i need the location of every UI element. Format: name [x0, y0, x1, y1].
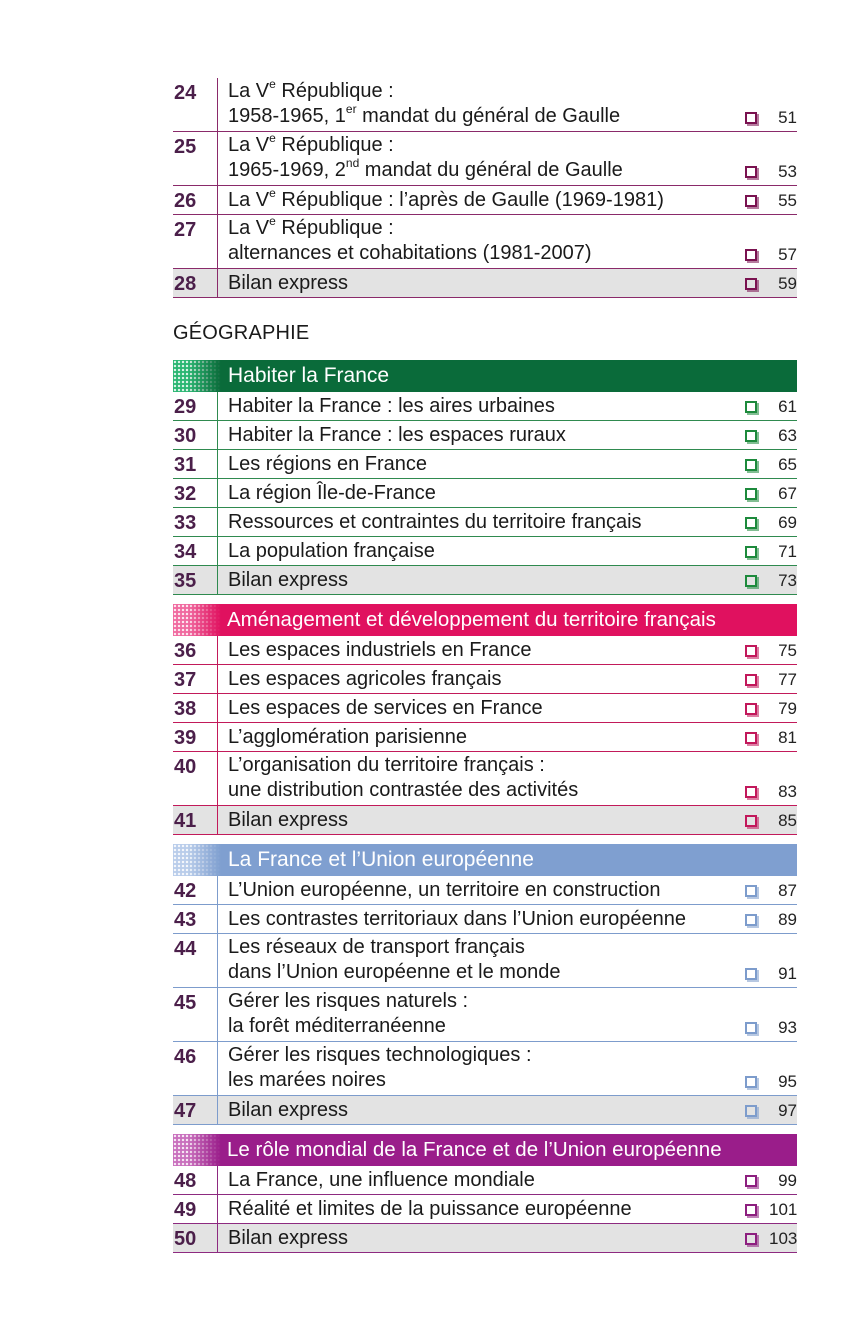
- title-line: [228, 808, 735, 833]
- chapter-band: [173, 360, 797, 392]
- title-line: [228, 1197, 735, 1222]
- checkbox-icon[interactable]: [745, 278, 757, 290]
- toc-row[interactable]: [173, 636, 797, 665]
- checkbox-icon[interactable]: [745, 401, 757, 413]
- title-line: [228, 667, 735, 692]
- toc-row[interactable]: [173, 694, 797, 723]
- page-number: 79: [778, 699, 797, 718]
- chapter-band: [173, 844, 797, 876]
- chapter-title: [218, 988, 735, 1041]
- chapter-number: 50: [173, 1224, 218, 1252]
- page-number: 103: [769, 1229, 798, 1248]
- chapter-band: [173, 1134, 797, 1166]
- title-line: [228, 241, 735, 266]
- page-number: 61: [778, 397, 797, 416]
- toc-row[interactable]: [173, 479, 797, 508]
- section-heading-geographie: GÉOGRAPHIE: [173, 322, 310, 344]
- checkbox-icon[interactable]: [745, 815, 757, 827]
- chapter-title: [218, 636, 735, 664]
- checkbox-icon[interactable]: [745, 1175, 757, 1187]
- toc-row[interactable]: [173, 537, 797, 566]
- chapter-number: 33: [173, 508, 218, 536]
- chapter-number: 49: [173, 1195, 218, 1223]
- page-number: 51: [778, 108, 797, 127]
- chapter-number: 41: [173, 806, 218, 834]
- chapter-title: [218, 269, 735, 297]
- chapter-title: [218, 1042, 735, 1095]
- text-part: L’Union européenne, un territoire en construction: [228, 879, 661, 901]
- band-dot-pattern: [173, 604, 221, 636]
- page-number: 83: [778, 782, 797, 801]
- title-line: [228, 394, 735, 419]
- checkbox-icon[interactable]: [745, 517, 757, 529]
- title-line: [228, 935, 735, 960]
- text-part: Habiter la France : les espaces ruraux: [228, 424, 566, 446]
- page-ref: [735, 269, 797, 297]
- page-ref: [735, 1224, 797, 1252]
- chapter-title: [218, 1096, 735, 1124]
- chapter-number: 25: [173, 132, 218, 185]
- title-line: [228, 753, 735, 778]
- page-ref: [735, 876, 797, 904]
- checkbox-icon[interactable]: [745, 1105, 757, 1117]
- chapter-title: [218, 723, 735, 751]
- chapter-number: 31: [173, 450, 218, 478]
- page-ref: [735, 806, 797, 834]
- page-ref: [735, 215, 797, 268]
- toc-row[interactable]: [173, 1166, 797, 1195]
- chapter-number: 30: [173, 421, 218, 449]
- page-ref: [735, 988, 797, 1041]
- page-number: 81: [778, 728, 797, 747]
- page-number: 63: [778, 426, 797, 445]
- chapter-number: 32: [173, 479, 218, 507]
- page-ref: [735, 1096, 797, 1124]
- text-part: L’agglomération parisienne: [228, 726, 468, 748]
- chapter-number: 43: [173, 905, 218, 933]
- chapter-title: [218, 78, 735, 131]
- page-number: 95: [778, 1072, 797, 1091]
- toc-row[interactable]: [173, 78, 797, 132]
- title-line: [228, 452, 735, 477]
- text-part: Ressources et contraintes du territoire français: [228, 511, 642, 533]
- page-ref: [735, 905, 797, 933]
- chapter-title: [218, 508, 735, 536]
- page-ref: [735, 636, 797, 664]
- chapter-number: 36: [173, 636, 218, 664]
- text-part: La France, une influence mondiale: [228, 1169, 535, 1191]
- text-part: La population française: [228, 540, 435, 562]
- text-part: alternances et cohabitations (1981-2007): [228, 242, 592, 264]
- page-ref: [735, 132, 797, 185]
- page-ref: [735, 1195, 797, 1223]
- title-line: [228, 216, 735, 241]
- page-number: 75: [778, 641, 797, 660]
- title-line: [228, 907, 735, 932]
- text-part: Les réseaux de transport français: [228, 936, 525, 958]
- text-part: La V: [228, 134, 270, 156]
- title-line: [228, 878, 735, 903]
- title-line: [228, 158, 735, 183]
- title-line: [228, 696, 735, 721]
- title-line: [228, 510, 735, 535]
- checkbox-icon[interactable]: [745, 914, 757, 926]
- checkbox-icon[interactable]: [745, 1204, 757, 1216]
- page-ref: [735, 752, 797, 805]
- title-line: [228, 539, 735, 564]
- text-part: une distribution contrastée des activités: [228, 779, 579, 801]
- chapter-title: [218, 1224, 735, 1252]
- chapter-title: [218, 876, 735, 904]
- chapter-group: [173, 1134, 797, 1253]
- page-ref: [735, 934, 797, 987]
- page-ref: [735, 665, 797, 693]
- title-line: [228, 1098, 735, 1123]
- toc-row[interactable]: [173, 508, 797, 537]
- page-number: 87: [778, 881, 797, 900]
- chapter-number: 38: [173, 694, 218, 722]
- checkbox-icon[interactable]: [745, 1076, 757, 1088]
- chapter-number: 45: [173, 988, 218, 1041]
- chapter-band-title: Aménagement et développement du territoire français: [227, 608, 716, 631]
- toc-row[interactable]: [173, 934, 797, 988]
- page-ref: [735, 1166, 797, 1194]
- chapter-number: 40: [173, 752, 218, 805]
- band-dot-pattern: [173, 1134, 221, 1166]
- checkbox-icon[interactable]: [745, 166, 757, 178]
- toc-row[interactable]: [173, 806, 797, 835]
- table-of-contents: [173, 78, 797, 298]
- text-part: La V: [228, 217, 270, 239]
- title-line: [228, 568, 735, 593]
- text-part: L’organisation du territoire français :: [228, 754, 545, 776]
- chapter-title: [218, 450, 735, 478]
- chapter-band-title: Habiter la France: [228, 364, 390, 387]
- toc-row[interactable]: [173, 215, 797, 269]
- page-number: 55: [778, 191, 797, 210]
- chapter-title: [218, 215, 735, 268]
- checkbox-icon[interactable]: [745, 488, 757, 500]
- text-part: Les espaces industriels en France: [228, 639, 532, 661]
- page-number: 85: [778, 811, 797, 830]
- chapter-number: 46: [173, 1042, 218, 1095]
- checkbox-icon[interactable]: [745, 885, 757, 897]
- chapter-title: [218, 694, 735, 722]
- checkbox-icon[interactable]: [745, 459, 757, 471]
- chapter-number: 47: [173, 1096, 218, 1124]
- superscript: e: [269, 215, 276, 229]
- title-line: [228, 104, 735, 129]
- chapter-title: [218, 752, 735, 805]
- page-ref: [735, 479, 797, 507]
- checkbox-icon[interactable]: [745, 112, 757, 124]
- toc-row[interactable]: [173, 1224, 797, 1253]
- chapter-title: [218, 392, 735, 420]
- title-line: [228, 271, 735, 296]
- page-ref: [735, 421, 797, 449]
- chapter-title: [218, 186, 735, 214]
- page-ref: [735, 78, 797, 131]
- checkbox-icon[interactable]: [745, 674, 757, 686]
- toc-row[interactable]: [173, 392, 797, 421]
- text-part: Bilan express: [228, 569, 349, 591]
- chapter-number: 37: [173, 665, 218, 693]
- text-part: mandat du général de Gaulle: [356, 105, 621, 127]
- chapter-group: [173, 360, 797, 595]
- text-part: Bilan express: [228, 1099, 349, 1121]
- page-number: 59: [778, 274, 797, 293]
- title-line: [228, 188, 735, 213]
- toc-row[interactable]: [173, 876, 797, 905]
- toc-row[interactable]: [173, 1042, 797, 1096]
- text-part: La région Île-de-France: [228, 482, 436, 504]
- page-number: 53: [778, 162, 797, 181]
- text-part: Les espaces de services en France: [228, 697, 543, 719]
- page-number: 91: [778, 964, 797, 983]
- toc-row[interactable]: [173, 752, 797, 806]
- text-part: dans l’Union européenne et le monde: [228, 961, 561, 983]
- page-ref: [735, 723, 797, 751]
- toc-row[interactable]: [173, 665, 797, 694]
- page-number: 89: [778, 910, 797, 929]
- toc-row[interactable]: [173, 566, 797, 595]
- page-number: 71: [778, 542, 797, 561]
- checkbox-icon[interactable]: [745, 575, 757, 587]
- page-number: 99: [778, 1171, 797, 1190]
- chapter-group: [173, 604, 797, 835]
- chapter-band-title: Le rôle mondial de la France et de l’Union européenne: [227, 1138, 722, 1161]
- chapter-number: 42: [173, 876, 218, 904]
- page-number: 77: [778, 670, 797, 689]
- page-number: 73: [778, 571, 797, 590]
- toc-row[interactable]: [173, 988, 797, 1042]
- title-line: [228, 725, 735, 750]
- chapter-number: 27: [173, 215, 218, 268]
- chapter-title: [218, 1195, 735, 1223]
- text-part: République :: [275, 217, 394, 239]
- toc-row[interactable]: [173, 450, 797, 479]
- text-part: Réalité et limites de la puissance européenne: [228, 1198, 632, 1220]
- title-line: [228, 1043, 735, 1068]
- chapter-title: [218, 806, 735, 834]
- title-line: [228, 481, 735, 506]
- chapter-number: 24: [173, 78, 218, 131]
- title-line: [228, 1014, 735, 1039]
- chapter-number: 39: [173, 723, 218, 751]
- text-part: Les espaces agricoles français: [228, 668, 502, 690]
- text-part: Bilan express: [228, 1227, 349, 1249]
- toc-row[interactable]: [173, 132, 797, 186]
- text-part: La V: [228, 80, 270, 102]
- chapter-number: 28: [173, 269, 218, 297]
- page-ref: [735, 186, 797, 214]
- title-line: [228, 960, 735, 985]
- chapter-title: [218, 665, 735, 693]
- page-number: 67: [778, 484, 797, 503]
- checkbox-icon[interactable]: [745, 645, 757, 657]
- text-part: Bilan express: [228, 272, 349, 294]
- text-part: Bilan express: [228, 809, 349, 831]
- chapter-title: [218, 934, 735, 987]
- text-part: La V: [228, 189, 270, 211]
- text-part: République :: [275, 134, 394, 156]
- checkbox-icon[interactable]: [745, 249, 757, 261]
- chapter-title: [218, 537, 735, 565]
- chapter-band: [173, 604, 797, 636]
- page-number: 97: [778, 1101, 797, 1120]
- page-number: 65: [778, 455, 797, 474]
- page-number: 101: [769, 1200, 798, 1219]
- page-number: 93: [778, 1018, 797, 1037]
- history-entries: [173, 78, 797, 298]
- text-part: les marées noires: [228, 1069, 386, 1091]
- toc-row[interactable]: [173, 269, 797, 298]
- checkbox-icon[interactable]: [745, 968, 757, 980]
- toc-row[interactable]: [173, 421, 797, 450]
- chapter-number: 26: [173, 186, 218, 214]
- title-line: [228, 638, 735, 663]
- title-line: [228, 1068, 735, 1093]
- checkbox-icon[interactable]: [745, 786, 757, 798]
- chapter-title: [218, 566, 735, 594]
- band-dot-pattern: [173, 360, 221, 392]
- text-part: République :: [275, 80, 394, 102]
- chapter-number: 34: [173, 537, 218, 565]
- text-part: Gérer les risques technologiques :: [228, 1044, 532, 1066]
- superscript: e: [269, 132, 276, 146]
- chapter-number: 35: [173, 566, 218, 594]
- text-part: la forêt méditerranéenne: [228, 1015, 446, 1037]
- page-ref: [735, 450, 797, 478]
- toc-row[interactable]: [173, 723, 797, 752]
- text-part: Les régions en France: [228, 453, 428, 475]
- chapter-number: 44: [173, 934, 218, 987]
- page-ref: [735, 694, 797, 722]
- superscript: e: [269, 78, 276, 92]
- page-ref: [735, 1042, 797, 1095]
- chapter-title: [218, 421, 735, 449]
- chapter-number: 48: [173, 1166, 218, 1194]
- chapter-title: [218, 1166, 735, 1194]
- toc-row[interactable]: [173, 905, 797, 934]
- page-ref: [735, 537, 797, 565]
- chapter-group: [173, 844, 797, 1125]
- text-part: 1958-1965, 1: [228, 105, 346, 127]
- title-line: [228, 79, 735, 104]
- text-part: Gérer les risques naturels :: [228, 990, 469, 1012]
- page-ref: [735, 392, 797, 420]
- band-dot-pattern: [173, 844, 221, 876]
- title-line: [228, 989, 735, 1014]
- page-ref: [735, 508, 797, 536]
- superscript: e: [269, 186, 276, 201]
- title-line: [228, 1226, 735, 1251]
- chapter-title: [218, 132, 735, 185]
- chapter-title: [218, 479, 735, 507]
- checkbox-icon[interactable]: [745, 732, 757, 744]
- checkbox-icon[interactable]: [745, 195, 757, 207]
- title-line: [228, 423, 735, 448]
- superscript: er: [345, 102, 357, 117]
- page-number: 69: [778, 513, 797, 532]
- title-line: [228, 778, 735, 803]
- chapter-number: 29: [173, 392, 218, 420]
- geography-chapters: [173, 360, 797, 1253]
- checkbox-icon[interactable]: [745, 546, 757, 558]
- page-number: 57: [778, 245, 797, 264]
- checkbox-icon[interactable]: [745, 703, 757, 715]
- text-part: 1965-1969, 2: [228, 159, 346, 181]
- toc-row[interactable]: [173, 1195, 797, 1224]
- chapter-band-title: La France et l’Union européenne: [228, 848, 534, 871]
- title-line: [228, 1168, 735, 1193]
- page-ref: [735, 566, 797, 594]
- chapter-title: [218, 905, 735, 933]
- text-part: République : l’après de Gaulle (1969-1981): [275, 189, 664, 211]
- superscript: nd: [345, 156, 360, 171]
- text-part: mandat du général de Gaulle: [359, 159, 623, 181]
- toc-row[interactable]: [173, 1096, 797, 1125]
- text-part: Les contrastes territoriaux dans l’Union européenne: [228, 908, 687, 930]
- checkbox-icon[interactable]: [745, 1233, 757, 1245]
- text-part: Habiter la France : les aires urbaines: [228, 395, 555, 417]
- title-line: [228, 133, 735, 158]
- checkbox-icon[interactable]: [745, 1022, 757, 1034]
- checkbox-icon[interactable]: [745, 430, 757, 442]
- toc-row[interactable]: [173, 186, 797, 215]
